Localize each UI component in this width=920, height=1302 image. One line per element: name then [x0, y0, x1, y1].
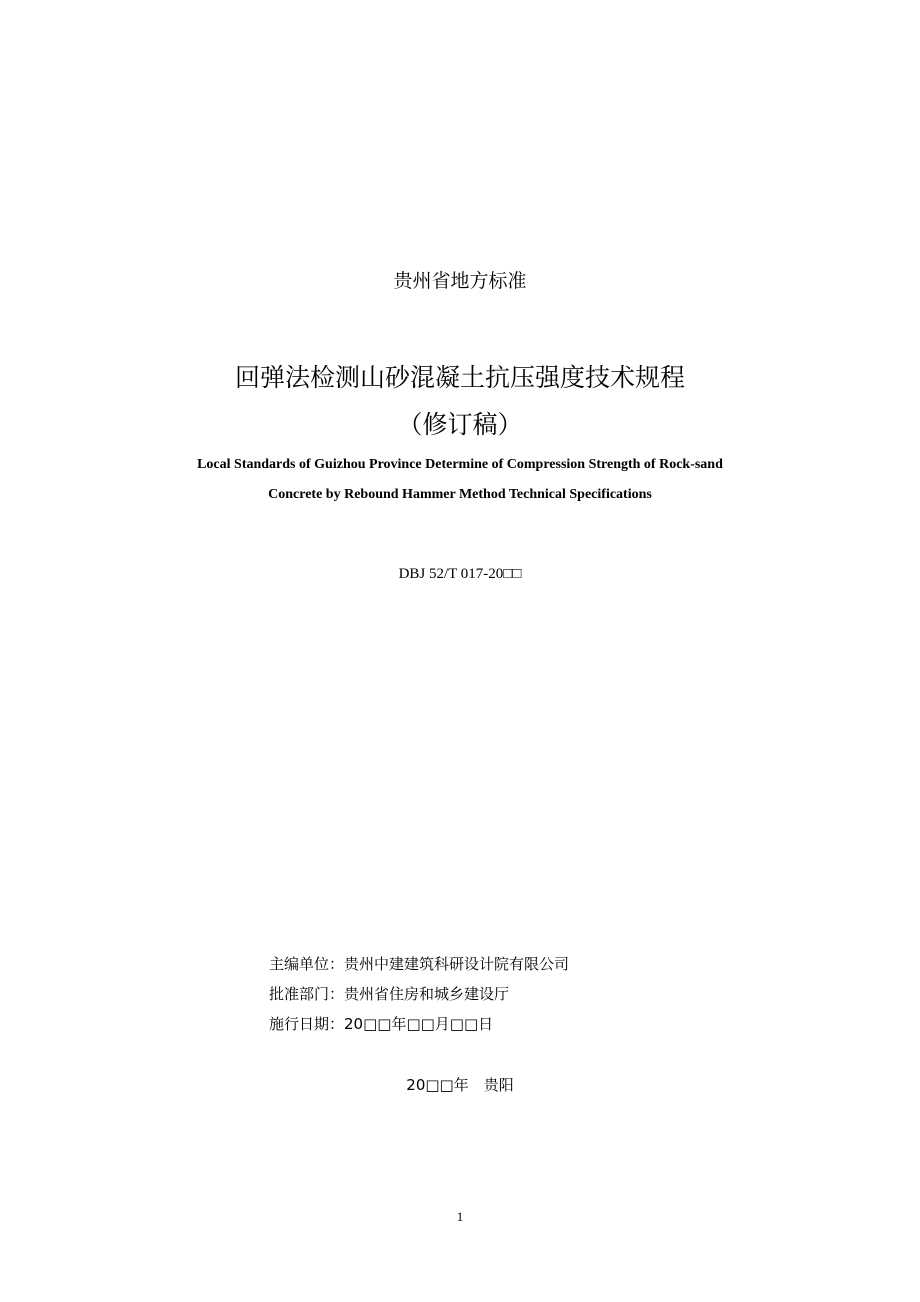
page-number: 1	[456, 1209, 464, 1224]
info-chief-editor	[269, 954, 569, 974]
title-english-line2: Concrete by Rebound Hammer Method Technical Specifications	[268, 487, 652, 502]
year-place: 20□□年 贵阳	[406, 1076, 514, 1094]
standard-category: 贵州省地方标准	[393, 270, 527, 292]
info-approving-department	[269, 984, 509, 1004]
title-chinese: 回弹法检测山砂混凝土抗压强度技术规程	[234, 363, 685, 392]
info-label: 批准部门：	[269, 985, 345, 1003]
info-value: 贵州省住房和城乡建设厅	[344, 985, 510, 1003]
info-value: 贵州中建建筑科研设计院有限公司	[344, 955, 570, 973]
info-value: 20□□年□□月□□日	[344, 1015, 494, 1033]
title-english-line1: Local Standards of Guizhou Province Determine of Compression Strength of Rock-sand	[197, 457, 723, 472]
info-label: 主编单位：	[269, 955, 345, 973]
standard-code: DBJ 52/T 017-20□□	[398, 566, 522, 582]
draft-note: （修订稿）	[397, 410, 523, 439]
info-effective-date	[269, 1014, 493, 1034]
info-label: 施行日期：	[269, 1015, 345, 1033]
